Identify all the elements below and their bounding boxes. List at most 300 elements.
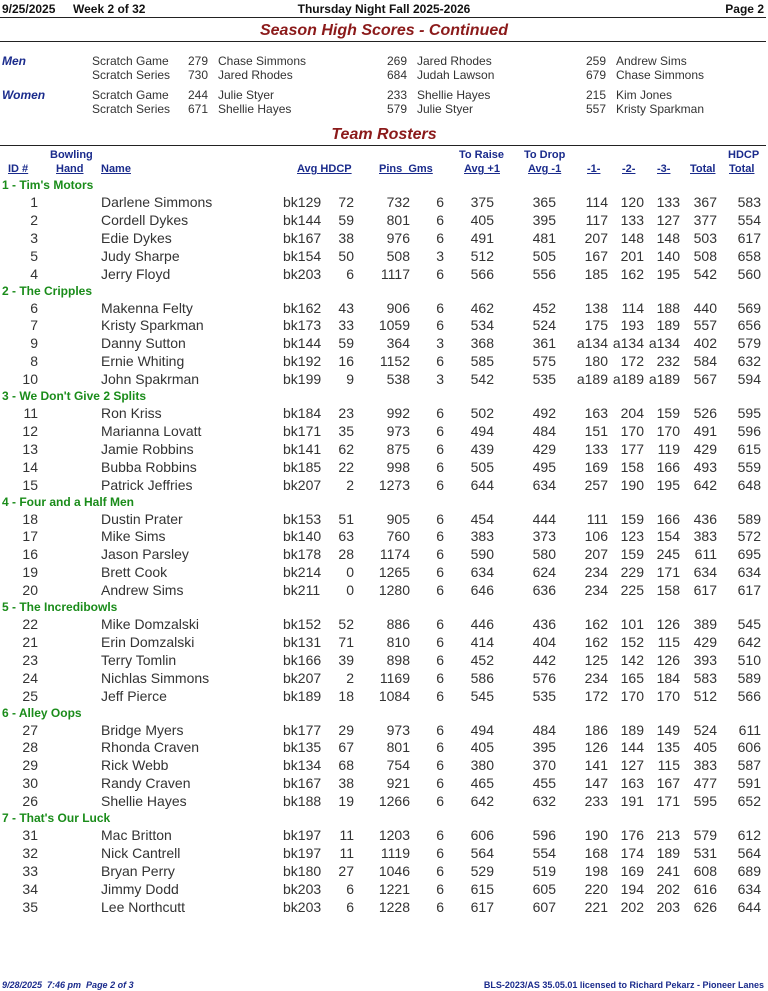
handicap: 9 bbox=[346, 371, 354, 388]
bowler-name: Nichlas Simmons bbox=[101, 669, 210, 686]
games-bowled: 6 bbox=[436, 651, 444, 668]
game-1-score: 117 bbox=[585, 211, 608, 228]
book-average: bk203 bbox=[283, 898, 322, 915]
to-raise-pins: 606 bbox=[470, 827, 494, 843]
to-drop-pins: 361 bbox=[532, 335, 556, 352]
to-drop-pins: 481 bbox=[532, 229, 556, 246]
high-score-bowler: Chase Simmons bbox=[218, 54, 307, 68]
to-raise-pins: 644 bbox=[470, 476, 494, 493]
high-score-value: 679 bbox=[586, 68, 607, 82]
handicap: 22 bbox=[338, 458, 354, 475]
page-number: Page 2 bbox=[725, 2, 764, 16]
total-pins: 801 bbox=[386, 211, 410, 228]
game-2-score: a189 bbox=[612, 371, 644, 388]
series-total: 608 bbox=[693, 862, 717, 879]
high-score-bowler: Chase Simmons bbox=[616, 68, 705, 82]
handicap: 72 bbox=[338, 194, 354, 210]
series-total: 402 bbox=[693, 335, 717, 352]
game-3-score: 158 bbox=[656, 582, 680, 599]
series-total: 503 bbox=[693, 229, 717, 246]
total-pins: 998 bbox=[386, 458, 410, 475]
to-raise-pins: 545 bbox=[470, 687, 494, 704]
game-2-score: 101 bbox=[620, 616, 644, 632]
series-total: 567 bbox=[693, 371, 717, 388]
high-score-value: 684 bbox=[387, 68, 408, 82]
game-3-score: a134 bbox=[648, 335, 680, 352]
bowler-id: 24 bbox=[22, 669, 38, 686]
game-1-score: 234 bbox=[584, 564, 608, 581]
game-1-score: 221 bbox=[584, 898, 608, 915]
license-note: BLS-2023/AS 35.05.01 licensed to Richard Pekarz - Pioneer Lanes bbox=[483, 980, 764, 990]
to-raise-pins: 566 bbox=[470, 265, 494, 282]
game-1-score: 141 bbox=[584, 757, 608, 774]
game-3-score: 126 bbox=[656, 651, 680, 668]
col-game-3: -3- bbox=[657, 163, 671, 175]
to-drop-pins: 365 bbox=[532, 194, 556, 210]
handicap-total: 644 bbox=[737, 898, 761, 915]
games-bowled: 6 bbox=[436, 844, 444, 861]
game-3-score: 166 bbox=[656, 510, 680, 527]
bowler-id: 1 bbox=[30, 194, 38, 210]
bowler-name: Makenna Felty bbox=[101, 299, 193, 316]
high-score-value: 557 bbox=[586, 102, 607, 116]
book-average: bk192 bbox=[283, 353, 322, 370]
handicap: 18 bbox=[338, 687, 354, 704]
series-total: 491 bbox=[693, 422, 717, 439]
game-2-score: 189 bbox=[620, 721, 644, 738]
series-total: 542 bbox=[693, 265, 717, 282]
bowler-row bbox=[0, 757, 768, 775]
high-score-bowler: Julie Styer bbox=[218, 88, 275, 102]
series-total: 611 bbox=[694, 546, 717, 563]
bowler-id: 12 bbox=[22, 422, 38, 439]
bowler-name: Darlene Simmons bbox=[101, 194, 213, 210]
game-3-score: 154 bbox=[656, 528, 680, 545]
game-2-score: 162 bbox=[620, 265, 644, 282]
game-2-score: 148 bbox=[620, 229, 644, 246]
game-1-score: 175 bbox=[584, 317, 608, 334]
games-bowled: 6 bbox=[436, 528, 444, 545]
series-total: 616 bbox=[693, 880, 717, 897]
high-score-category: Scratch Series bbox=[92, 68, 171, 82]
team-name: 2 - The Cripples bbox=[2, 283, 93, 298]
bowler-id: 21 bbox=[22, 633, 38, 650]
book-average: bk185 bbox=[283, 458, 322, 475]
high-score-value: 259 bbox=[586, 54, 607, 68]
games-bowled: 6 bbox=[436, 633, 444, 650]
handicap-total: 615 bbox=[737, 440, 761, 457]
bowler-row bbox=[0, 511, 768, 529]
games-bowled: 6 bbox=[436, 299, 444, 316]
games-bowled: 6 bbox=[436, 721, 444, 738]
team-name: 6 - Alley Oops bbox=[2, 705, 82, 720]
book-average: bk177 bbox=[283, 721, 322, 738]
to-raise-pins: 617 bbox=[470, 898, 494, 915]
game-3-score: 202 bbox=[656, 880, 680, 897]
book-average: bk167 bbox=[283, 229, 322, 246]
to-drop-pins: 370 bbox=[532, 757, 556, 774]
handicap-total: 648 bbox=[737, 476, 761, 493]
handicap: 0 bbox=[346, 582, 354, 599]
handicap: 59 bbox=[338, 211, 354, 228]
games-bowled: 6 bbox=[436, 775, 444, 792]
games-bowled: 6 bbox=[436, 229, 444, 246]
bowler-name: Bryan Perry bbox=[101, 862, 175, 879]
game-1-score: 169 bbox=[584, 458, 608, 475]
book-average: bk180 bbox=[283, 862, 322, 879]
to-drop-pins: 634 bbox=[532, 476, 556, 493]
series-total: 383 bbox=[693, 757, 717, 774]
bowler-name: Jeff Pierce bbox=[101, 687, 167, 704]
game-1-score: 106 bbox=[584, 528, 608, 545]
game-3-score: 149 bbox=[656, 721, 680, 738]
bowler-id: 6 bbox=[30, 299, 38, 316]
book-average: bk134 bbox=[283, 757, 322, 774]
total-pins: 921 bbox=[386, 775, 410, 792]
to-drop-pins: 436 bbox=[532, 616, 556, 632]
handicap: 27 bbox=[338, 862, 354, 879]
game-1-score: 168 bbox=[584, 844, 608, 861]
bowler-row bbox=[0, 863, 768, 881]
game-3-score: 127 bbox=[656, 211, 680, 228]
handicap-total: 572 bbox=[737, 528, 761, 545]
handicap-total: 612 bbox=[737, 827, 761, 843]
bowler-row bbox=[0, 722, 768, 740]
col-name: Name bbox=[101, 163, 131, 175]
games-bowled: 6 bbox=[436, 510, 444, 527]
bowler-id: 8 bbox=[30, 353, 38, 370]
series-total: 367 bbox=[693, 194, 717, 210]
team-name: 3 - We Don't Give 2 Splits bbox=[2, 389, 146, 403]
to-drop-pins: 442 bbox=[532, 651, 556, 668]
bowler-row bbox=[0, 405, 768, 423]
game-3-score: 213 bbox=[656, 827, 680, 843]
game-2-score: 193 bbox=[620, 317, 644, 334]
bowler-name: Bridge Myers bbox=[101, 721, 184, 738]
game-1-score: 138 bbox=[584, 299, 608, 316]
to-drop-pins: 535 bbox=[532, 371, 556, 388]
to-drop-pins: 505 bbox=[532, 247, 556, 264]
total-pins: 732 bbox=[386, 194, 410, 210]
handicap-total: 689 bbox=[737, 862, 761, 879]
to-drop-pins: 395 bbox=[532, 211, 556, 228]
bowler-name: Kristy Sparkman bbox=[101, 317, 204, 334]
game-1-score: 133 bbox=[584, 440, 608, 457]
handicap: 2 bbox=[346, 476, 354, 493]
report-header bbox=[0, 0, 768, 17]
high-score-bowler: Kim Jones bbox=[616, 88, 673, 102]
game-3-score: 171 bbox=[656, 564, 680, 581]
handicap: 29 bbox=[338, 721, 354, 738]
game-1-score: 162 bbox=[584, 616, 608, 632]
games-bowled: 3 bbox=[436, 247, 444, 264]
series-total: 626 bbox=[693, 898, 717, 915]
total-pins: 1046 bbox=[378, 862, 410, 879]
total-pins: 886 bbox=[386, 616, 410, 632]
total-pins: 905 bbox=[386, 510, 410, 527]
season-high-title: Season High Scores - Continued bbox=[259, 22, 509, 39]
bowler-id: 10 bbox=[22, 371, 38, 388]
book-average: bk199 bbox=[283, 371, 322, 388]
to-raise-pins: 646 bbox=[470, 582, 494, 599]
to-drop-pins: 455 bbox=[532, 775, 556, 792]
bowler-name: Mike Domzalski bbox=[101, 616, 200, 632]
game-3-score: 245 bbox=[656, 546, 680, 563]
game-2-score: 201 bbox=[620, 247, 644, 264]
handicap-total: 658 bbox=[737, 247, 761, 264]
to-raise-pins: 439 bbox=[470, 440, 494, 457]
team-name: 7 - That's Our Luck bbox=[2, 811, 111, 825]
series-total: 405 bbox=[693, 739, 717, 756]
team-name: 4 - Four and a Half Men bbox=[2, 494, 135, 509]
total-pins: 1117 bbox=[380, 265, 410, 282]
handicap-total: 589 bbox=[737, 669, 761, 686]
bowler-name: Mike Sims bbox=[101, 528, 166, 545]
bowler-id: 2 bbox=[30, 211, 38, 228]
team-name: 1 - Tim's Motors bbox=[2, 178, 94, 192]
total-pins: 1266 bbox=[378, 793, 410, 810]
total-pins: 1228 bbox=[378, 898, 410, 915]
game-1-score: 147 bbox=[584, 775, 608, 792]
to-raise-pins: 542 bbox=[470, 371, 494, 388]
bowler-id: 13 bbox=[22, 440, 38, 457]
book-average: bk140 bbox=[283, 528, 322, 545]
bowler-name: Danny Sutton bbox=[101, 335, 186, 352]
handicap: 59 bbox=[338, 335, 354, 352]
bowler-name: Jimmy Dodd bbox=[101, 880, 179, 897]
to-drop-pins: 605 bbox=[532, 880, 556, 897]
game-3-score: 232 bbox=[656, 353, 680, 370]
games-bowled: 6 bbox=[436, 793, 444, 810]
handicap: 50 bbox=[338, 247, 354, 264]
roster-column-headers bbox=[0, 149, 768, 177]
bowler-name: Brett Cook bbox=[101, 564, 168, 581]
games-bowled: 3 bbox=[436, 335, 444, 352]
bowler-name: Jason Parsley bbox=[101, 546, 189, 563]
book-average: bk154 bbox=[283, 247, 322, 264]
to-drop-pins: 373 bbox=[532, 528, 556, 545]
game-2-score: 144 bbox=[620, 739, 644, 756]
game-1-score: 151 bbox=[584, 422, 608, 439]
handicap-total: 564 bbox=[737, 844, 761, 861]
game-3-score: 241 bbox=[656, 862, 680, 879]
series-total: 512 bbox=[693, 687, 717, 704]
handicap: 51 bbox=[338, 510, 354, 527]
bowler-name: Andrew Sims bbox=[101, 582, 184, 599]
bowler-id: 22 bbox=[22, 616, 38, 632]
to-raise-pins: 462 bbox=[470, 299, 494, 316]
bowler-name: Shellie Hayes bbox=[101, 793, 187, 810]
header-divider bbox=[0, 17, 766, 18]
handicap: 38 bbox=[338, 775, 354, 792]
game-3-score: 170 bbox=[656, 422, 680, 439]
game-1-score: a189 bbox=[576, 371, 608, 388]
league-name: Thursday Night Fall 2025-2026 bbox=[297, 2, 471, 16]
book-average: bk173 bbox=[283, 317, 322, 334]
bowler-id: 17 bbox=[22, 528, 38, 545]
bowler-id: 16 bbox=[22, 546, 38, 563]
bowler-row bbox=[0, 616, 768, 634]
game-3-score: 170 bbox=[656, 687, 680, 704]
book-average: bk203 bbox=[283, 265, 322, 282]
col-hdcp: HDCP bbox=[728, 149, 760, 161]
total-pins: 992 bbox=[386, 405, 410, 421]
to-raise-pins: 564 bbox=[470, 844, 494, 861]
bowler-row bbox=[0, 652, 768, 670]
to-drop-pins: 554 bbox=[532, 844, 556, 861]
to-drop-pins: 404 bbox=[532, 633, 556, 650]
handicap-total: 617 bbox=[737, 229, 761, 246]
col-hdcp-total: Total bbox=[729, 163, 755, 175]
to-drop-pins: 484 bbox=[532, 422, 556, 439]
total-pins: 973 bbox=[386, 721, 410, 738]
game-2-score: 159 bbox=[620, 546, 644, 563]
col-hand: Hand bbox=[56, 163, 84, 175]
to-drop-pins: 636 bbox=[532, 582, 556, 599]
group-label-women: Women bbox=[2, 88, 46, 102]
game-2-score: 170 bbox=[620, 422, 644, 439]
bowler-row bbox=[0, 212, 768, 230]
series-total: 634 bbox=[693, 564, 717, 581]
game-3-score: 189 bbox=[656, 317, 680, 334]
games-bowled: 6 bbox=[436, 353, 444, 370]
series-total: 383 bbox=[693, 528, 717, 545]
handicap: 43 bbox=[338, 299, 354, 316]
book-average: bk162 bbox=[283, 299, 322, 316]
series-total: 557 bbox=[693, 317, 717, 334]
to-raise-pins: 454 bbox=[470, 510, 494, 527]
handicap-total: 594 bbox=[737, 371, 761, 388]
handicap-total: 656 bbox=[737, 317, 761, 334]
to-drop-pins: 395 bbox=[532, 739, 556, 756]
game-2-score: 202 bbox=[620, 898, 644, 915]
series-total: 393 bbox=[693, 651, 717, 668]
series-total: 524 bbox=[693, 721, 717, 738]
book-average: bk211 bbox=[283, 582, 321, 599]
high-score-value: 215 bbox=[586, 88, 607, 102]
total-pins: 875 bbox=[386, 440, 410, 457]
bowler-row bbox=[0, 317, 768, 335]
games-bowled: 6 bbox=[436, 880, 444, 897]
bowler-name: Ernie Whiting bbox=[101, 353, 185, 370]
game-3-score: 189 bbox=[656, 844, 680, 861]
game-3-score: a189 bbox=[648, 371, 680, 388]
to-raise-pins: 494 bbox=[470, 721, 494, 738]
game-1-score: 186 bbox=[584, 721, 608, 738]
game-2-score: 177 bbox=[620, 440, 644, 457]
book-average: bk188 bbox=[283, 793, 322, 810]
handicap: 6 bbox=[346, 265, 354, 282]
handicap-total: 566 bbox=[737, 687, 761, 704]
game-2-score: 142 bbox=[620, 651, 644, 668]
book-average: bk129 bbox=[283, 194, 322, 210]
col-to-drop: To Drop bbox=[524, 149, 566, 161]
total-pins: 906 bbox=[386, 299, 410, 316]
bowler-name: Jamie Robbins bbox=[101, 440, 194, 457]
to-drop-pins: 492 bbox=[532, 405, 556, 421]
total-pins: 801 bbox=[386, 739, 410, 756]
game-2-score: a134 bbox=[612, 335, 644, 352]
bowler-name: Bubba Robbins bbox=[101, 458, 197, 475]
book-average: bk153 bbox=[283, 510, 322, 527]
series-total: 508 bbox=[693, 247, 717, 264]
bowler-id: 7 bbox=[30, 317, 38, 334]
to-raise-pins: 452 bbox=[470, 651, 494, 668]
game-3-score: 119 bbox=[657, 440, 680, 457]
high-score-bowler: Jared Rhodes bbox=[417, 54, 492, 68]
to-raise-pins: 505 bbox=[470, 458, 494, 475]
series-total: 595 bbox=[693, 793, 717, 810]
game-2-score: 204 bbox=[620, 405, 644, 421]
game-1-score: 234 bbox=[584, 582, 608, 599]
bowler-row bbox=[0, 335, 768, 353]
bowler-id: 30 bbox=[22, 775, 38, 792]
handicap-total: 595 bbox=[737, 405, 761, 421]
bowler-row bbox=[0, 528, 768, 546]
bowler-id: 33 bbox=[22, 862, 38, 879]
handicap-total: 589 bbox=[737, 510, 761, 527]
game-2-score: 172 bbox=[620, 353, 644, 370]
game-1-score: 185 bbox=[584, 265, 608, 282]
series-total: 389 bbox=[693, 616, 717, 632]
book-average: bk152 bbox=[283, 616, 322, 632]
total-pins: 1169 bbox=[379, 669, 410, 686]
high-score-value: 579 bbox=[387, 102, 408, 116]
bowler-name: Marianna Lovatt bbox=[101, 422, 202, 439]
handicap: 19 bbox=[338, 793, 354, 810]
bowler-name: Judy Sharpe bbox=[101, 247, 180, 264]
game-1-score: 198 bbox=[584, 862, 608, 879]
handicap-total: 554 bbox=[737, 211, 761, 228]
bowler-row bbox=[0, 739, 768, 757]
handicap: 6 bbox=[346, 880, 354, 897]
bowler-id: 15 bbox=[22, 476, 38, 493]
bowler-row bbox=[0, 353, 768, 371]
bowler-row bbox=[0, 793, 768, 811]
game-1-score: 162 bbox=[584, 633, 608, 650]
total-pins: 538 bbox=[386, 371, 410, 388]
game-3-score: 140 bbox=[656, 247, 680, 264]
bowler-id: 5 bbox=[30, 247, 38, 264]
handicap: 52 bbox=[338, 616, 354, 632]
series-total: 429 bbox=[693, 440, 717, 457]
bowler-name: Terry Tomlin bbox=[101, 651, 177, 668]
handicap-total: 617 bbox=[737, 582, 761, 599]
bowler-name: Lee Northcutt bbox=[101, 898, 186, 915]
bowler-id: 4 bbox=[30, 265, 38, 282]
high-score-bowler: Shellie Hayes bbox=[218, 102, 292, 116]
game-1-score: 190 bbox=[584, 827, 608, 843]
game-3-score: 171 bbox=[656, 793, 680, 810]
games-bowled: 6 bbox=[436, 265, 444, 282]
game-1-score: 125 bbox=[584, 651, 608, 668]
bowler-row bbox=[0, 477, 768, 495]
total-pins: 1265 bbox=[378, 564, 410, 581]
games-bowled: 6 bbox=[436, 739, 444, 756]
high-score-value: 244 bbox=[188, 88, 209, 102]
bowler-row bbox=[0, 230, 768, 248]
total-pins: 976 bbox=[386, 229, 410, 246]
bowler-name: Rhonda Craven bbox=[101, 739, 200, 756]
series-total: 477 bbox=[693, 775, 717, 792]
team-rosters-title: Team Rosters bbox=[331, 126, 437, 143]
handicap-total: 695 bbox=[737, 546, 761, 563]
to-raise-pins: 615 bbox=[470, 880, 494, 897]
to-drop-pins: 535 bbox=[532, 687, 556, 704]
games-bowled: 6 bbox=[436, 669, 444, 686]
high-score-bowler: Kristy Sparkman bbox=[616, 102, 705, 116]
game-3-score: 184 bbox=[656, 669, 680, 686]
